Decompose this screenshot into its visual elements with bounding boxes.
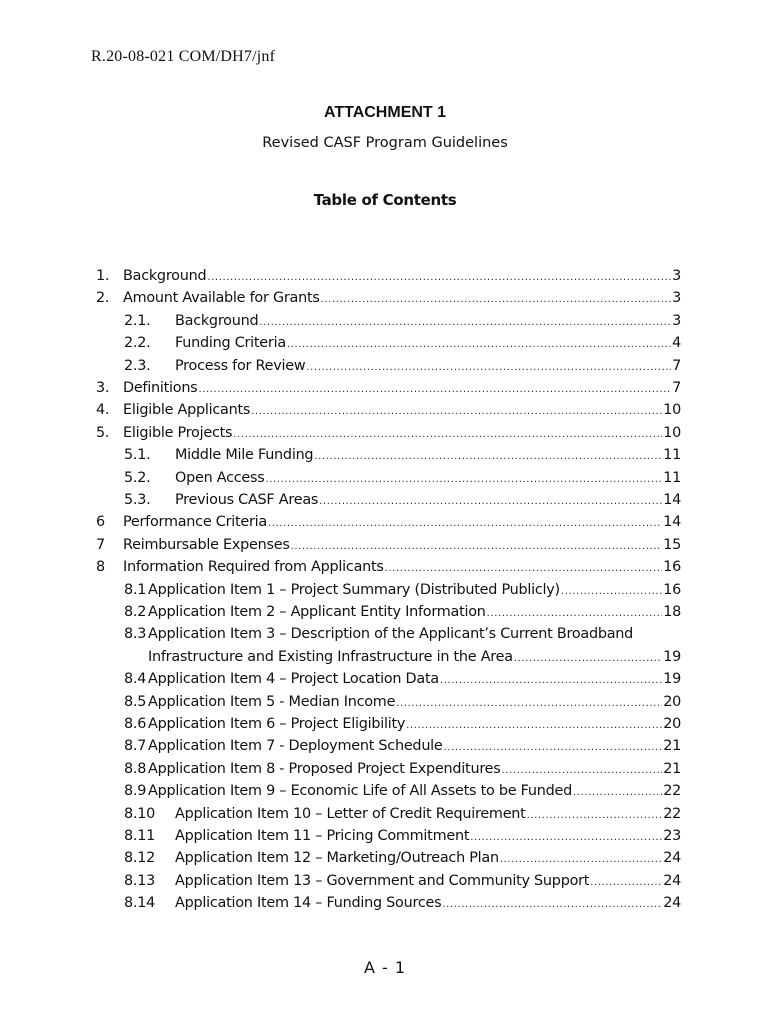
toc-page-number: 3 <box>672 268 681 284</box>
toc-entry[interactable] <box>175 895 681 911</box>
toc-page-number: 23 <box>663 828 681 844</box>
dot-leader <box>259 317 671 328</box>
document-subtitle: Revised CASF Program Guidelines <box>262 135 508 151</box>
toc-page-number: 24 <box>663 850 681 867</box>
toc-entry[interactable] <box>148 738 681 754</box>
toc-entry[interactable] <box>175 470 681 486</box>
toc-entry-number: 5.3. <box>124 492 151 508</box>
toc-page-number: 24 <box>663 872 681 889</box>
toc-entry-number: 8.7 <box>124 738 147 755</box>
toc-page-number: 16 <box>663 581 681 598</box>
dot-leader <box>306 362 671 373</box>
toc-entry-number: 1. <box>96 268 110 284</box>
toc-entry-title: Application Item 11 – Pricing Commitment <box>175 828 470 844</box>
toc-entry[interactable] <box>175 873 681 889</box>
dot-leader <box>561 586 662 597</box>
toc-entry-title: Application Item 2 – Applicant Entity Information <box>148 604 486 620</box>
toc-entry-title: Background <box>123 268 207 284</box>
dot-leader <box>440 675 662 686</box>
toc-entry-number: 8.9 <box>124 783 147 800</box>
toc-entry[interactable] <box>175 806 681 822</box>
toc-entry[interactable] <box>148 626 681 642</box>
toc-entry-number: 2.1. <box>124 312 151 329</box>
toc-entry-number: 8.14 <box>124 895 156 912</box>
toc-page-number: 16 <box>663 559 681 576</box>
toc-entry-number: 5.2. <box>124 469 151 486</box>
toc-entry-number: 5.1. <box>124 447 151 464</box>
dot-leader <box>233 429 662 440</box>
page-number: A - 1 <box>363 958 407 977</box>
dot-leader <box>527 810 663 821</box>
toc-entry-title: Application Item 14 – Funding Sources <box>175 895 442 912</box>
toc-entry-title: Middle Mile Funding <box>175 447 314 464</box>
toc-entry[interactable] <box>148 649 681 665</box>
toc-entry-title: Application Item 4 – Project Location Data <box>148 671 439 688</box>
dot-leader <box>442 899 662 910</box>
toc-entry[interactable] <box>123 268 681 284</box>
dot-leader <box>291 541 663 552</box>
toc-entry-number: 8.5 <box>124 693 147 710</box>
toc-entry[interactable] <box>123 380 681 396</box>
dot-leader <box>385 563 663 574</box>
dot-leader <box>502 765 663 776</box>
toc-page-number: 22 <box>663 783 681 800</box>
toc-page-number: 24 <box>663 895 681 912</box>
toc-entry-title: Eligible Applicants <box>123 402 251 419</box>
dot-leader <box>207 272 671 283</box>
toc-entry-title: Information Required from Applicants <box>123 559 384 576</box>
toc-page-number: 14 <box>663 514 681 531</box>
dot-leader <box>470 832 662 843</box>
toc-page-number: 21 <box>663 760 681 777</box>
dot-leader <box>406 720 662 731</box>
toc-page-number: 3 <box>672 290 681 307</box>
toc-entry-number: 2. <box>96 290 110 307</box>
toc-entry-title: Application Item 10 – Letter of Credit Requirement <box>175 805 526 822</box>
toc-page-number: 20 <box>663 693 681 710</box>
toc-page-number: 3 <box>672 312 681 329</box>
toc-entry-number: 8.4 <box>124 671 147 688</box>
toc-entry-number: 7 <box>96 536 105 553</box>
toc-entry[interactable] <box>175 358 681 374</box>
toc-heading: Table of Contents <box>313 191 457 209</box>
toc-entry[interactable] <box>123 559 681 575</box>
toc-entry-number: 4. <box>96 402 110 419</box>
toc-entry-number: 5. <box>96 424 110 441</box>
dot-leader <box>287 339 671 350</box>
toc-entry-title: Application Item 13 – Government and Community Support <box>175 872 590 889</box>
toc-entry-number: 8.13 <box>124 872 156 889</box>
toc-entry[interactable] <box>123 290 681 306</box>
dot-leader <box>487 608 663 619</box>
toc-entry[interactable] <box>123 402 681 418</box>
toc-page-number: 14 <box>663 492 681 508</box>
toc-entry-title: Eligible Projects <box>123 424 233 441</box>
toc-entry-title: Application Item 12 – Marketing/Outreach Plan <box>175 850 499 867</box>
toc-entry-title: Performance Criteria <box>123 514 267 531</box>
toc-entry-title: Application Item 3 – Description of the Applicant’s Current Broadband <box>148 626 634 643</box>
dot-leader <box>321 294 671 305</box>
toc-entry-number: 8.1 <box>124 581 147 598</box>
toc-entry[interactable] <box>175 850 681 866</box>
dot-leader <box>319 496 662 507</box>
toc-entry-title: Application Item 1 – Project Summary (Distributed Publicly) <box>148 581 560 598</box>
dot-leader <box>514 653 662 664</box>
toc-entry-number: 8.3 <box>124 626 147 643</box>
toc-entry[interactable] <box>123 514 681 530</box>
toc-page-number: 7 <box>672 380 681 396</box>
toc-entry-number: 2.2. <box>124 335 151 352</box>
toc-entry-title: Application Item 5 - Median Income <box>148 693 396 710</box>
toc-page-number: 19 <box>663 648 681 665</box>
dot-leader <box>573 787 662 798</box>
toc-entry[interactable] <box>123 537 681 553</box>
toc-entry[interactable] <box>175 447 681 463</box>
toc-entry[interactable] <box>148 761 681 777</box>
toc-entry-title: Application Item 7 - Deployment Schedule <box>148 738 443 755</box>
toc-entry-title: Infrastructure and Existing Infrastructure in the Area <box>148 648 513 665</box>
toc-page-number: 11 <box>663 447 681 464</box>
toc-entry[interactable] <box>148 604 681 620</box>
dot-leader <box>396 698 662 709</box>
toc-entry-title: Application Item 8 - Proposed Project Expenditures <box>148 760 501 777</box>
attachment-heading: ATTACHMENT 1 <box>323 104 447 121</box>
toc-entry-title: Application Item 9 – Economic Life of All Assets to be Funded <box>148 783 573 800</box>
toc-entry[interactable] <box>148 716 681 732</box>
toc-entry-number: 8 <box>96 559 105 576</box>
toc-entry[interactable] <box>148 671 681 687</box>
toc-entry[interactable] <box>148 582 681 598</box>
toc-page-number: 4 <box>672 335 681 352</box>
docket-header: R.20-08-021 COM/DH7/jnf <box>91 48 276 65</box>
toc-entry-title: Process for Review <box>175 357 306 374</box>
toc-page-number: 22 <box>663 805 681 822</box>
toc-entry-title: Open Access <box>175 469 265 486</box>
toc-page-number: 15 <box>663 536 681 553</box>
toc-entry-title: Previous CASF Areas <box>175 492 319 508</box>
toc-entry[interactable] <box>175 313 681 329</box>
toc-entry-number: 6 <box>96 514 105 531</box>
toc-page-number: 19 <box>663 671 681 688</box>
toc-entry[interactable] <box>175 335 681 351</box>
toc-entry-number: 3. <box>96 380 110 396</box>
toc-page-number: 7 <box>672 357 681 374</box>
toc-entry-title: Background <box>175 312 259 329</box>
toc-page-number: 21 <box>663 738 681 755</box>
toc-entry-number: 8.10 <box>124 805 156 822</box>
toc-entry-title: Application Item 6 – Project Eligibility <box>148 716 406 732</box>
dot-leader <box>268 518 662 529</box>
toc-entry-number: 8.2 <box>124 604 147 620</box>
toc-entry[interactable] <box>175 492 681 508</box>
dot-leader <box>500 854 662 865</box>
dot-leader <box>444 742 663 753</box>
toc-entry-title: Funding Criteria <box>175 335 286 352</box>
toc-page-number: 18 <box>663 604 681 620</box>
toc-page-number: 20 <box>663 716 681 732</box>
dot-leader <box>314 451 662 462</box>
toc-entry-number: 2.3. <box>124 357 151 374</box>
toc-page-number: 11 <box>663 469 681 486</box>
dot-leader <box>266 474 663 485</box>
dot-leader <box>590 877 662 888</box>
toc-entry[interactable] <box>123 425 681 441</box>
toc-entry-number: 8.11 <box>124 828 156 844</box>
toc-entry-title: Amount Available for Grants <box>123 290 320 307</box>
toc-page-number: 10 <box>663 424 681 441</box>
toc-entry-title: Definitions <box>123 380 198 396</box>
toc-entry-number: 8.12 <box>124 850 156 867</box>
toc-entry-number: 8.6 <box>124 716 147 732</box>
dot-leader <box>198 384 671 395</box>
toc-entry[interactable] <box>175 828 681 844</box>
toc-entry[interactable] <box>148 694 681 710</box>
dot-leader <box>251 406 662 417</box>
toc-entry[interactable] <box>148 783 681 799</box>
toc-entry-number: 8.8 <box>124 760 147 777</box>
toc-entry-title: Reimbursable Expenses <box>123 536 290 553</box>
toc-page-number: 10 <box>663 402 681 419</box>
